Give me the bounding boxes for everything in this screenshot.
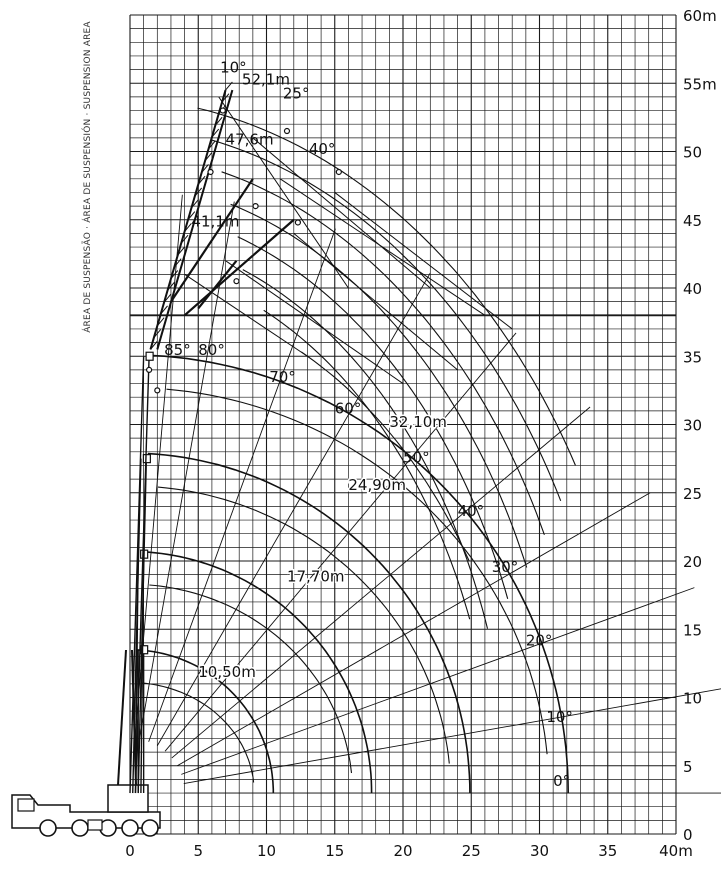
boom-head (143, 455, 150, 463)
angle-ray-label: 85° (164, 340, 191, 359)
truck-wheel (72, 820, 88, 836)
jib-curves (185, 97, 576, 629)
angle-ray (184, 689, 721, 784)
y-tick-label: 50 (683, 143, 703, 162)
y-tick-label: 20 (683, 553, 703, 571)
x-tick-label: 20 (393, 842, 413, 860)
angle-ray-label: 80° (198, 340, 225, 359)
boom-head (146, 352, 153, 360)
x-tick-label: 15 (325, 842, 345, 860)
jib-fan-line (226, 261, 403, 387)
y-tick-label: 30 (683, 416, 703, 435)
y-tick-label: 10 (683, 689, 703, 708)
angle-ray-label: 50° (403, 448, 430, 467)
jib-length-label: 52,1m (241, 70, 290, 89)
x-tick-label: 35 (598, 842, 618, 860)
jib-fan-line (253, 138, 430, 288)
truck-wheel (142, 820, 158, 836)
y-tick-label: 0 (683, 826, 693, 844)
y-tick-label: 60m (683, 7, 717, 25)
hook-block (208, 169, 213, 174)
hook-block (284, 129, 289, 134)
hook-block (253, 204, 258, 209)
boom-length-label: 17,70m (286, 567, 345, 586)
x-tick-label: 25 (461, 842, 481, 860)
hook-block (147, 367, 152, 372)
truck-wheel (40, 820, 56, 836)
angle-ray-label: 40° (457, 501, 485, 520)
x-tick-label: 30 (529, 842, 550, 860)
x-tick-label: 0 (125, 842, 135, 860)
hook-block (155, 388, 160, 393)
y-tick-label: 55m (683, 75, 717, 94)
jib-offset-label: 10° (220, 58, 247, 77)
truck-cab-window (18, 799, 34, 811)
hook-clearance-arc (167, 389, 548, 754)
jib-offset-label: 40° (308, 140, 336, 159)
jib-offset-label: 25° (282, 84, 310, 103)
boom-length-label: 10,50m (198, 663, 256, 682)
angle-ray (165, 333, 516, 751)
crane-boom-base (118, 650, 126, 785)
hook-block (220, 108, 225, 113)
y-tick-label: 25 (683, 484, 703, 503)
outrigger (88, 820, 102, 830)
angle-ray-label: 60° (334, 399, 362, 418)
y-tick-label: 40 (683, 280, 703, 298)
hook-block (234, 279, 239, 284)
y-tick-label: 45 (683, 211, 703, 230)
hook-block (336, 169, 341, 174)
x-tick-label: 40m (659, 842, 693, 860)
boom-angle-rays (135, 195, 721, 793)
jib-length-label: 47,6m (225, 130, 274, 149)
jib-length-label: 41,1m (191, 212, 240, 231)
jib-range-curve (211, 140, 561, 501)
angle-ray-label: 20° (525, 631, 553, 650)
angle-ray-label: 70° (269, 368, 296, 387)
y-tick-label: 35 (683, 348, 703, 367)
crane-turntable (108, 785, 148, 812)
angle-ray (172, 407, 590, 758)
y-tick-label: 15 (683, 621, 703, 640)
suspension-area-label: ÁREA DE SUSPENSÃO · ÁREA DE SUSPENSIÓN · SUSPENSION AREA (83, 21, 93, 333)
y-tick-label: 5 (683, 757, 693, 776)
x-tick-label: 10 (256, 842, 277, 860)
hook-block (295, 220, 300, 225)
angle-ray-label: 30° (491, 557, 519, 576)
jib-range-curve (198, 108, 576, 465)
boom-length-label: 24,90m (348, 476, 406, 495)
angle-ray-label: 10° (546, 708, 573, 727)
boom-length-label: 32,10m (389, 413, 447, 432)
angle-ray-label: 0° (553, 772, 571, 791)
truck-wheel (122, 820, 138, 836)
x-tick-label: 5 (193, 842, 204, 860)
